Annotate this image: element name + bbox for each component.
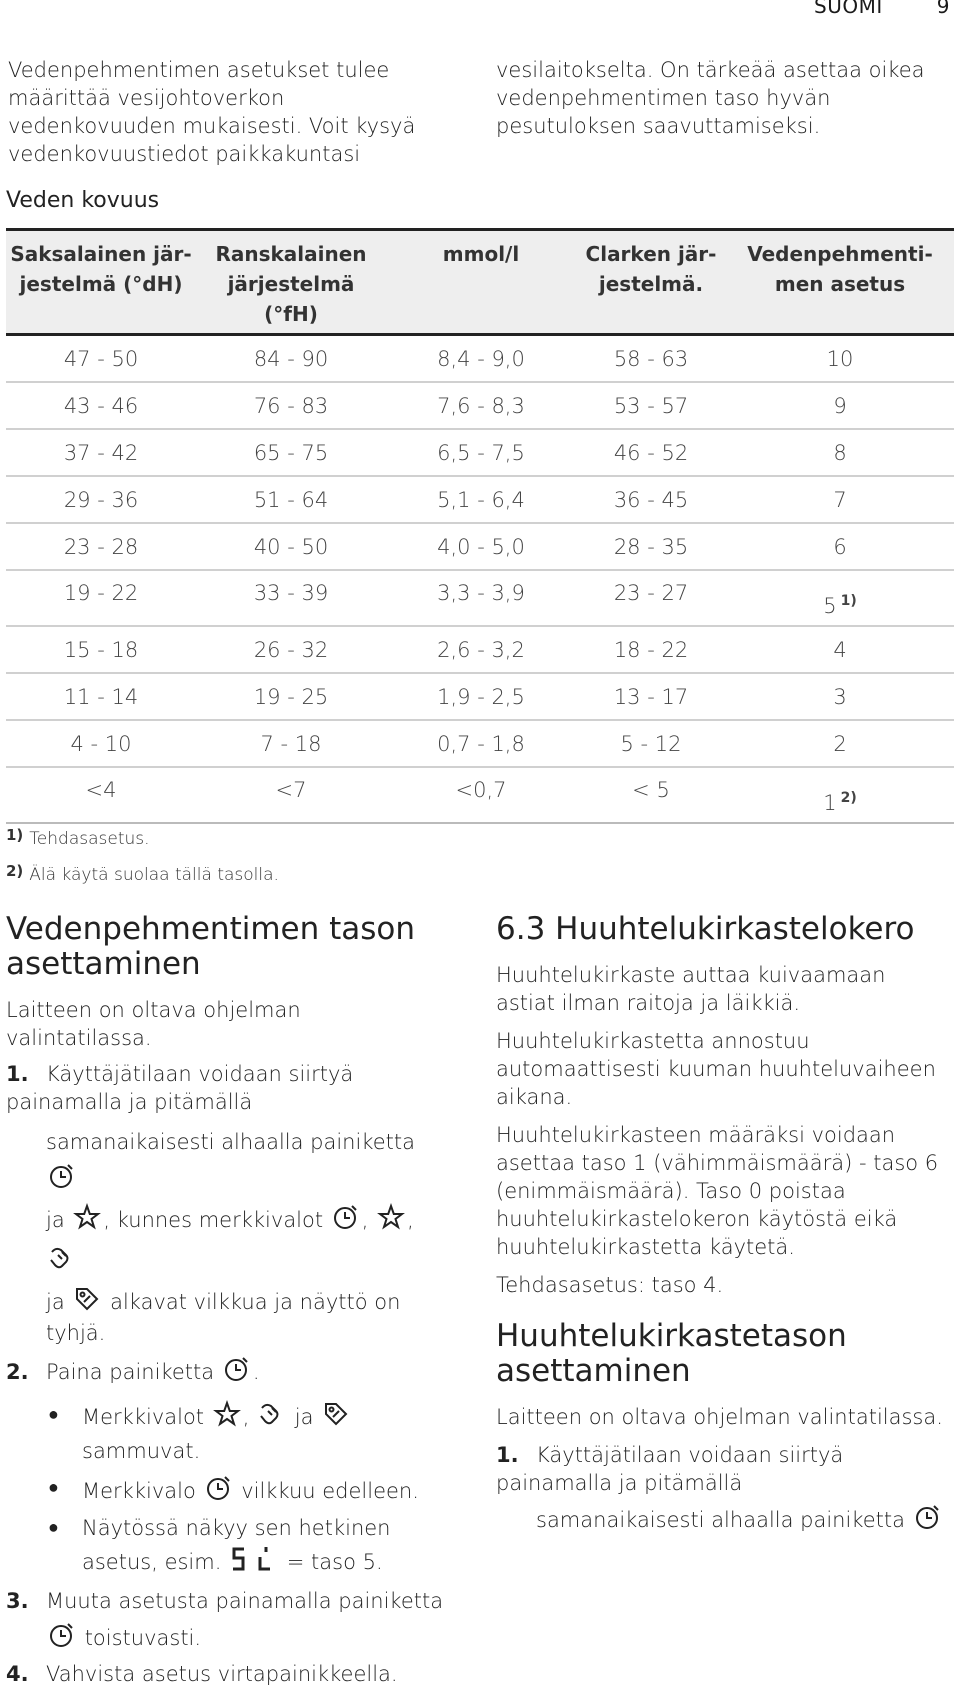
table-header-row <box>6 228 954 336</box>
step-2 <box>6 1355 446 1390</box>
table-row <box>6 477 954 524</box>
timer-icon <box>223 1355 251 1390</box>
table-row <box>6 674 954 721</box>
bullet-text: ja <box>294 1405 314 1429</box>
hand-icon <box>48 1244 76 1284</box>
step-text: ja <box>46 1208 65 1232</box>
bullet-text: Merkkivalot <box>82 1405 205 1429</box>
bullet-text: Merkkivalo <box>82 1479 196 1503</box>
bullet-text: asetus, esim. <box>82 1550 222 1574</box>
step-text: Käyttäjätilaan voidaan siirtyä painamalla ja pitämällä <box>496 1443 844 1495</box>
cell-setting <box>726 768 954 822</box>
cell-mmol: 6,5 - 7,5 <box>437 441 525 465</box>
table-row <box>6 721 954 768</box>
table-row <box>6 336 954 383</box>
footnote-ref: 1) <box>840 593 857 609</box>
section-title: 6.3 Huuhtelukirkastelokero <box>496 911 915 947</box>
step-text: samanaikaisesti alhaalla painiketta <box>46 1130 415 1154</box>
setting-value: 5 <box>823 594 837 618</box>
cell-french: 84 - 90 <box>253 347 329 371</box>
table-caption: Veden kovuus <box>6 188 160 213</box>
bullet-text: sammuvat. <box>82 1439 201 1463</box>
cell-french: <7 <box>275 778 307 802</box>
cell-clarke: 5 - 12 <box>620 732 682 756</box>
cell-setting: 3 <box>833 685 847 709</box>
bullet-item: ● Merkkivalot , ja sammuvat. <box>82 1400 446 1466</box>
table-row <box>6 430 954 477</box>
footnote-mark: 1) <box>6 826 24 844</box>
header-german: Saksalainen jär- jestelmä (°dH) <box>10 242 192 296</box>
footnote-2 <box>6 862 279 885</box>
cell-mmol: 1,9 - 2,5 <box>437 685 525 709</box>
step-text: alkavat vilkkua ja näyttö on <box>110 1290 401 1314</box>
cell-mmol: <0,7 <box>455 778 507 802</box>
cell-setting: 4 <box>833 638 847 662</box>
step-text: Paina painiketta <box>46 1360 215 1384</box>
cell-german: 23 - 28 <box>63 535 139 559</box>
paragraph: Tehdasasetus: taso 4. <box>496 1273 724 1297</box>
cell-clarke: 23 - 27 <box>613 581 689 605</box>
star-icon <box>377 1203 405 1243</box>
water-hardness-table <box>6 228 954 824</box>
cell-setting: 10 <box>826 347 854 371</box>
cell-clarke: 53 - 57 <box>613 394 689 418</box>
cell-setting: 9 <box>833 394 847 418</box>
cell-german: 43 - 46 <box>63 394 139 418</box>
paragraph: Huuhtelukirkastetta annostuu automaattisesti kuuman huuhteluvaiheen aikana. <box>496 1029 936 1109</box>
cell-setting: 8 <box>833 441 847 465</box>
cell-clarke: < 5 <box>632 778 670 802</box>
section-intro: Laitteen on oltava ohjelman valintatilassa. <box>496 1405 943 1429</box>
section-title: Vedenpehmentimen tason asettaminen <box>6 911 416 982</box>
cell-german: 11 - 14 <box>63 685 139 709</box>
step-text: . <box>252 1360 260 1384</box>
cell-mmol: 2,6 - 3,2 <box>437 638 525 662</box>
cell-setting: 6 <box>833 535 847 559</box>
timer-icon <box>48 1621 76 1656</box>
step-number: 1. <box>6 1062 29 1086</box>
bullet-text: , <box>242 1405 250 1429</box>
cell-mmol: 8,4 - 9,0 <box>437 347 525 371</box>
step-number: 2. <box>6 1360 29 1384</box>
table-row <box>6 627 954 674</box>
header-french: Ranskalainen järjestelmä (°fH) <box>215 242 367 326</box>
timer-icon <box>332 1203 360 1243</box>
footnote-text: Älä käytä suolaa tällä tasolla. <box>29 865 279 885</box>
cell-french: 26 - 32 <box>253 638 329 662</box>
timer-icon <box>914 1503 942 1538</box>
header-clarke: Clarken jär- jestelmä. <box>585 242 717 296</box>
table-row <box>6 768 954 824</box>
bullet-text: = taso 5. <box>286 1550 383 1574</box>
cell-german: <4 <box>85 778 117 802</box>
display-5l-icon <box>230 1545 278 1583</box>
step-4 <box>6 1660 446 1688</box>
cell-setting: 2 <box>833 732 847 756</box>
step-text: , kunnes merkkivalot <box>103 1208 324 1232</box>
step-number: 1. <box>496 1443 519 1467</box>
cell-mmol: 7,6 - 8,3 <box>437 394 525 418</box>
step-1 <box>496 1441 950 1538</box>
step-text: ja <box>46 1290 65 1314</box>
footnote-ref: 2) <box>840 790 857 806</box>
cell-setting: 7 <box>833 488 847 512</box>
table-row <box>6 524 954 571</box>
bullet-text: vilkkuu edelleen. <box>241 1479 419 1503</box>
bullet-item: ● Merkkivalo vilkkuu edelleen. <box>82 1474 446 1509</box>
cell-clarke: 28 - 35 <box>613 535 689 559</box>
step-text: Vahvista asetus virtapainikkeella. <box>46 1662 398 1686</box>
cell-setting <box>726 571 954 625</box>
cell-german: 37 - 42 <box>63 441 139 465</box>
cell-french: 76 - 83 <box>253 394 329 418</box>
cell-german: 19 - 22 <box>63 581 139 605</box>
cell-mmol: 4,0 - 5,0 <box>437 535 525 559</box>
cell-german: 29 - 36 <box>63 488 139 512</box>
step-text: Muuta asetusta painamalla painiketta <box>46 1589 444 1613</box>
cell-clarke: 13 - 17 <box>613 685 689 709</box>
cell-clarke: 58 - 63 <box>613 347 689 371</box>
step-text: toistuvasti. <box>84 1626 202 1650</box>
table-row <box>6 383 954 430</box>
star-icon <box>73 1203 101 1243</box>
page-number: 9 <box>936 0 950 18</box>
cell-french: 33 - 39 <box>253 581 329 605</box>
header-setting: Vedenpehmenti- men asetus <box>747 242 933 296</box>
cell-german: 4 - 10 <box>70 732 132 756</box>
cell-german: 15 - 18 <box>63 638 139 662</box>
header-mmol: mmol/l <box>442 242 520 266</box>
timer-icon <box>205 1474 233 1509</box>
step-number: 3. <box>6 1589 29 1613</box>
cell-french: 7 - 18 <box>260 732 322 756</box>
cell-clarke: 36 - 45 <box>613 488 689 512</box>
paragraph: Huuhtelukirkasteen määräksi voidaan asettaa taso 1 (vähimmäismäärä) - taso 6 (enimmäismäärä). Taso 0 poistaa huuhtelukirkastelokeron käytöstä eikä huuhtelukirkastetta käytetä. <box>496 1123 939 1259</box>
footnote-1 <box>6 826 150 849</box>
timer-icon <box>48 1162 76 1202</box>
step-text: tyhjä. <box>46 1321 106 1345</box>
footnote-text: Tehdasasetus. <box>29 829 150 849</box>
tag-icon <box>322 1400 350 1436</box>
bullet-item: ● Näytössä näkyy sen hetkinen asetus, esim. = taso 5. <box>82 1511 446 1583</box>
cell-clarke: 18 - 22 <box>613 638 689 662</box>
subsection-title: Huuhtelukirkastetason asettaminen <box>496 1318 847 1389</box>
cell-french: 51 - 64 <box>253 488 329 512</box>
step-number: 4. <box>6 1662 29 1686</box>
intro-right-text: vesilaitokselta. On tärkeää asettaa oikea vedenpehmentimen taso hyvän pesutuloksen saavuttamiseksi. <box>496 58 925 138</box>
step-3 <box>6 1587 446 1656</box>
cell-mmol: 0,7 - 1,8 <box>437 732 525 756</box>
step-text: , <box>361 1208 369 1232</box>
cell-clarke: 46 - 52 <box>613 441 689 465</box>
cell-french: 19 - 25 <box>253 685 329 709</box>
left-section <box>6 912 446 1688</box>
step-text: Käyttäjätilaan voidaan siirtyä painamalla ja pitämällä <box>6 1062 354 1114</box>
step-1 <box>6 1060 446 1347</box>
star-icon <box>213 1400 241 1436</box>
page-header <box>760 0 950 18</box>
hand-icon <box>258 1400 286 1436</box>
setting-value: 1 <box>823 791 837 815</box>
language-label: SUOMI <box>814 0 883 18</box>
cell-mmol: 5,1 - 6,4 <box>437 488 525 512</box>
section-intro: Laitteen on oltava ohjelman valintatilassa. <box>6 998 301 1050</box>
cell-french: 40 - 50 <box>253 535 329 559</box>
cell-french: 65 - 75 <box>253 441 329 465</box>
bullet-text: Näytössä näkyy sen hetkinen <box>82 1516 391 1540</box>
cell-german: 47 - 50 <box>63 347 139 371</box>
footnote-mark: 2) <box>6 862 24 880</box>
cell-mmol: 3,3 - 3,9 <box>437 581 525 605</box>
step-text: samanaikaisesti alhaalla painiketta <box>536 1508 905 1532</box>
table-row <box>6 571 954 627</box>
step-text: , <box>407 1208 414 1232</box>
paragraph: Huuhtelukirkaste auttaa kuivaamaan astiat ilman raitoja ja läikkiä. <box>496 963 886 1015</box>
right-section <box>496 912 950 1538</box>
intro-left-text: Vedenpehmentimen asetukset tulee määrittää vesijohtoverkon vedenkovuuden mukaisesti. Voit kysyä vedenkovuustiedot paikkakuntasi <box>8 58 416 166</box>
